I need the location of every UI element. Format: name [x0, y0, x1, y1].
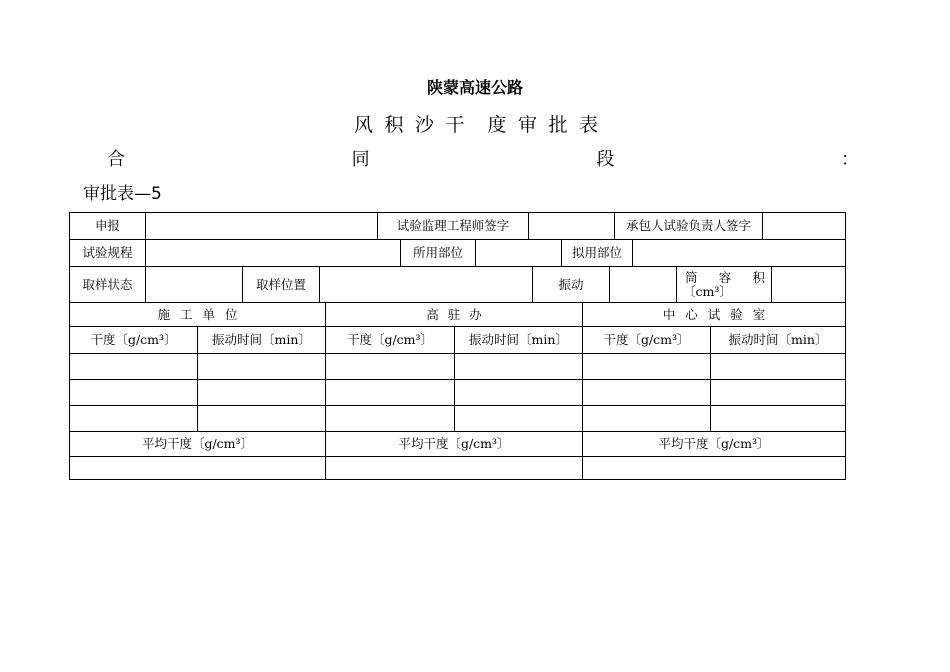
- document-title: 陕蒙高速公路: [426, 78, 523, 97]
- tube-volume-label: [677, 267, 772, 303]
- tube-volume-char: 容: [718, 269, 732, 285]
- data-cell[interactable]: [198, 380, 326, 406]
- data-cell[interactable]: [711, 380, 845, 406]
- data-cell[interactable]: [711, 406, 845, 432]
- data-cell[interactable]: [455, 354, 583, 380]
- supervisor-sign-value[interactable]: [529, 213, 615, 240]
- average-dry-density-label: 平均干度〔g/cm³〕: [326, 432, 583, 457]
- supervisor-sign-label: 试验监理工程师签字: [378, 213, 529, 240]
- group-resident-office: 高驻办: [326, 303, 583, 327]
- document-subtitle: [354, 113, 598, 137]
- data-cell[interactable]: [455, 380, 583, 406]
- data-cell[interactable]: [198, 354, 326, 380]
- tube-volume-unit: 〔cm³〕: [683, 283, 732, 299]
- tube-volume-char: 积: [752, 269, 765, 285]
- col-dry-density: 干度〔g/cm³〕: [583, 327, 711, 354]
- col-dry-density: 干度〔g/cm³〕: [326, 327, 455, 354]
- subtitle-char: 审: [517, 114, 537, 136]
- average-dry-density-value[interactable]: [70, 457, 326, 479]
- planned-part-label: 拟用部位: [562, 240, 633, 267]
- contract-char: 合: [107, 149, 125, 170]
- used-part-label: 所用部位: [401, 240, 476, 267]
- vibration-label: 振动: [533, 267, 610, 303]
- data-cell[interactable]: [326, 406, 455, 432]
- planned-part-value[interactable]: [633, 240, 845, 267]
- data-cell[interactable]: [583, 354, 711, 380]
- sampling-state-value[interactable]: [146, 267, 243, 303]
- tube-volume-char: 筒: [685, 269, 698, 285]
- col-vibration-time: 振动时间〔min〕: [455, 327, 583, 354]
- contractor-sign-label: 承包人试验负责人签字: [615, 213, 763, 240]
- contract-char: 同: [351, 149, 370, 170]
- contract-char: 段: [596, 149, 615, 170]
- group-construction-unit: 施工单位: [70, 303, 326, 327]
- data-cell[interactable]: [326, 354, 455, 380]
- table-code: 审批表—5: [83, 184, 162, 204]
- data-cell[interactable]: [326, 380, 455, 406]
- data-cell[interactable]: [70, 354, 198, 380]
- col-vibration-time: 振动时间〔min〕: [198, 327, 326, 354]
- col-vibration-time: 振动时间〔min〕: [711, 327, 845, 354]
- report-value[interactable]: [146, 213, 378, 240]
- average-dry-density-label: 平均干度〔g/cm³〕: [583, 432, 845, 457]
- subtitle-char: 沙: [415, 114, 435, 136]
- col-dry-density: 干度〔g/cm³〕: [70, 327, 198, 354]
- used-part-value[interactable]: [476, 240, 562, 267]
- contractor-sign-value[interactable]: [763, 213, 845, 240]
- report-label: 申报: [70, 213, 146, 240]
- data-cell[interactable]: [583, 406, 711, 432]
- data-cell[interactable]: [583, 380, 711, 406]
- data-cell[interactable]: [711, 354, 845, 380]
- data-cell[interactable]: [455, 406, 583, 432]
- contract-char: ：: [840, 149, 859, 170]
- vibration-value[interactable]: [610, 267, 677, 303]
- tube-volume-value[interactable]: [772, 267, 845, 303]
- sampling-location-value[interactable]: [320, 267, 533, 303]
- test-spec-value[interactable]: [146, 240, 401, 267]
- subtitle-char: 风: [354, 114, 374, 136]
- subtitle-char: 度: [487, 114, 507, 136]
- data-cell[interactable]: [70, 380, 198, 406]
- group-central-lab: 中心试验室: [583, 303, 845, 327]
- sampling-state-label: 取样状态: [70, 267, 146, 303]
- average-dry-density-value[interactable]: [326, 457, 583, 479]
- subtitle-char: 积: [384, 114, 404, 136]
- data-cell[interactable]: [70, 406, 198, 432]
- average-dry-density-value[interactable]: [583, 457, 845, 479]
- contract-section-label: [107, 149, 859, 171]
- approval-table: [69, 212, 846, 480]
- subtitle-char: 干: [445, 114, 465, 136]
- average-dry-density-label: 平均干度〔g/cm³〕: [70, 432, 326, 457]
- subtitle-char: 表: [578, 114, 598, 136]
- subtitle-char: 批: [548, 114, 568, 136]
- test-spec-label: 试验规程: [70, 240, 146, 267]
- sampling-location-label: 取样位置: [243, 267, 320, 303]
- data-cell[interactable]: [198, 406, 326, 432]
